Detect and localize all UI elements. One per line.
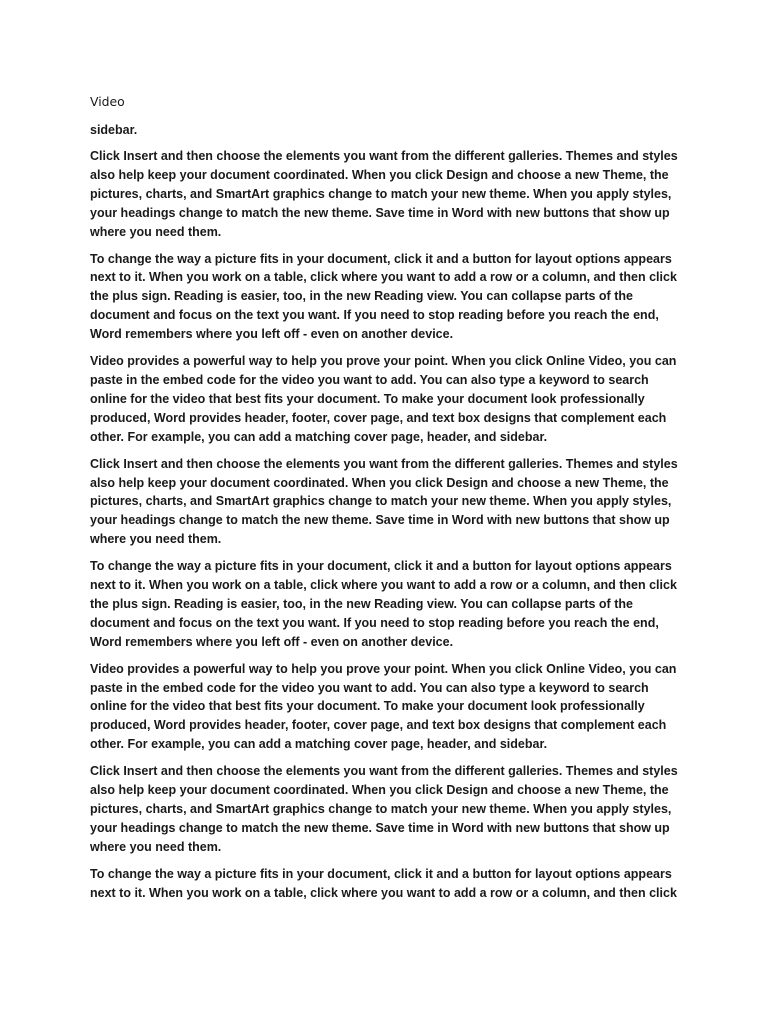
paragraph-7: Click Insert and then choose the elements you want from the different galleries. Themes and styles also help keep your document coordinated. When you click Design and choose a new Theme, the pictures, charts, and SmartArt graphics change to match your new theme. When you apply styles, your headings change to match the new theme. Save time in Word with new buttons that show up where you need them. (90, 764, 678, 854)
paragraph-4: Click Insert and then choose the elements you want from the different galleries. Themes and styles also help keep your document coordinated. When you click Design and choose a new Theme, the pictures, charts, and SmartArt graphics change to match your new theme. When you apply styles, your headings change to match the new theme. Save time in Word with new buttons that show up where you need them. (90, 456, 678, 547)
paragraph-3: Video provides a powerful way to help you prove your point. When you click Online Video, you can paste in the embed code for the video you want to add. You can also type a keyword to search online for the video that best fits your document. To make your document look professionally produced, Word provides header, footer, cover page, and text box designs that complement each other. For example, you can add a matching cover page, header, and sidebar. (90, 354, 677, 444)
document-subheading: sidebar. (90, 123, 138, 137)
paragraph-1: Click Insert and then choose the elements you want from the different galleries. Themes and styles also help keep your document coordinated. When you click Design and choose a new Theme, the pictures, charts, and SmartArt graphics change to match your new theme. When you apply styles, your headings change to match the new theme. Save time in Word with new buttons that show up where you need them. (90, 149, 678, 239)
document-body (90, 93, 680, 903)
paragraph-6: Video provides a powerful way to help you prove your point. When you click Online Video, you can paste in the embed code for the video you want to add. You can also type a keyword to search online for the video that best fits your document. To make your document look professionally produced, Word provides header, footer, cover page, and text box designs that complement each other. For example, you can add a matching cover page, header, and sidebar. (90, 661, 677, 752)
paragraph-8: To change the way a picture fits in your document, click it and a button for layout options appears next to it. When you work on a table, click where you want to add a row or a column, and then click (90, 866, 677, 900)
paragraph-5: To change the way a picture fits in your document, click it and a button for layout options appears next to it. When you work on a table, click where you want to add a row or a column, and then click the plus sign. Reading is easier, too, in the new Reading view. You can collapse parts of the document and focus on the text you want. If you need to stop reading before you reach the end, Word remembers where you left off - even on another device. (90, 559, 677, 649)
paragraph-2: To change the way a picture fits in your document, click it and a button for layout options appears next to it. When you work on a table, click where you want to add a row or a column, and then click the plus sign. Reading is easier, too, in the new Reading view. You can collapse parts of the document and focus on the text you want. If you need to stop reading before you reach the end, Word remembers where you left off - even on another device. (90, 251, 677, 342)
document-heading: Video (90, 94, 125, 109)
